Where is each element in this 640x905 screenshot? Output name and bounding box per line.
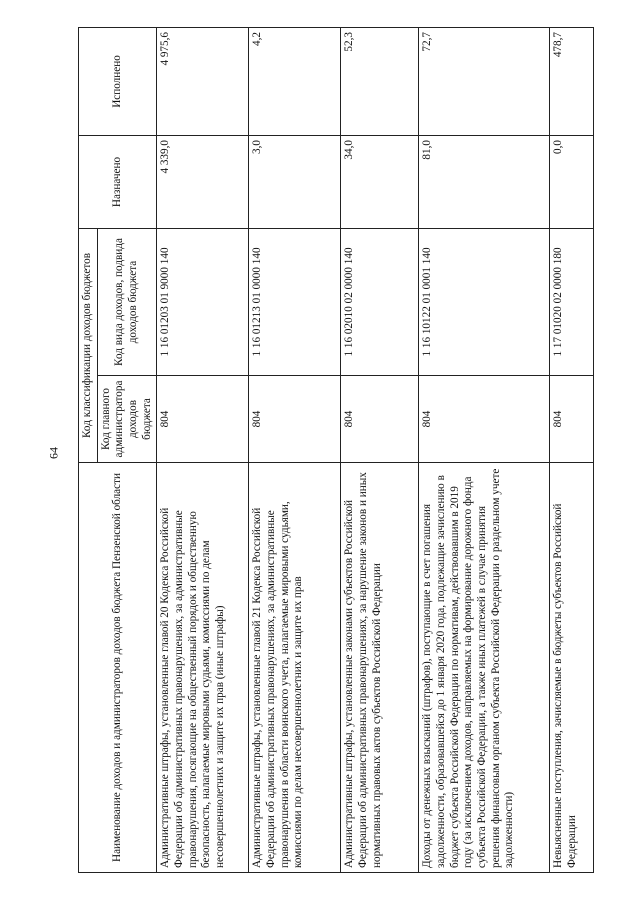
row-admin-code: 804 — [419, 376, 550, 463]
row-admin-code: 804 — [249, 376, 341, 463]
row-income-code: 1 16 10122 01 0001 140 — [419, 228, 550, 375]
row-admin-code: 804 — [550, 376, 594, 463]
row-income-code: 1 16 01213 01 0000 140 — [249, 228, 341, 375]
page-number: 64 — [46, 447, 61, 459]
row-assigned: 0,0 — [550, 135, 594, 228]
table-row — [341, 27, 419, 872]
row-admin-code: 804 — [341, 376, 419, 463]
header-income-code: Код вида доходов, подвида доходов бюджета — [97, 228, 157, 375]
row-assigned: 4 339,0 — [157, 135, 249, 228]
header-name: Наименование доходов и администраторов доходов бюджета Пензенской области — [79, 463, 157, 873]
header-executed: Исполнено — [79, 27, 157, 135]
header-assigned: Назначено — [79, 135, 157, 228]
row-assigned: 81,0 — [419, 135, 550, 228]
rotated-table-container — [78, 28, 578, 873]
row-executed: 52,3 — [341, 27, 419, 135]
table-row — [419, 27, 550, 872]
row-executed: 72,7 — [419, 27, 550, 135]
row-income-code: 1 16 02010 02 0000 140 — [341, 228, 419, 375]
row-admin-code: 804 — [157, 376, 249, 463]
row-income-code: 1 17 01020 02 0000 180 — [550, 228, 594, 375]
table-row — [157, 27, 249, 872]
row-assigned: 34,0 — [341, 135, 419, 228]
row-executed: 4 975,6 — [157, 27, 249, 135]
row-executed: 478,7 — [550, 27, 594, 135]
row-executed: 4,2 — [249, 27, 341, 135]
row-assigned: 3,0 — [249, 135, 341, 228]
row-income-code: 1 16 01203 01 9000 140 — [157, 228, 249, 375]
income-table — [78, 27, 594, 873]
row-name: Невыясненные поступления, зачисляемые в бюджеты субъектов Российской Федерации — [550, 463, 594, 873]
row-name: Административные штрафы, установленные главой 20 Кодекса Российской Федерации об административных правонарушениях, за административные правонарушения, посягающие на общественный порядок и общественную безопасность, налагаемые мировыми судьями, комиссиями по делам несовершеннолетних и защите их прав (иные штрафы) — [157, 463, 249, 873]
row-name: Доходы от денежных взысканий (штрафов), поступающие в счет погашения задолженности, образовавшейся до 1 января 2020 года, подлежащие зачислению в бюджет субъекта Российской Федерации по нормативам, действовавшим в 2019 году (за исключением доходов, направляемых на формирование дорожного фонда субъекта Российской Федерации, а также иных платежей в случае принятия решения финансовым органом субъекта Российской Федерации о раздельном учете задолженности) — [419, 463, 550, 873]
row-name: Административные штрафы, установленные законами субъектов Российской Федерации об административных правонарушениях, за нарушение законов и иных нормативных правовых актов субъектов Российской Федерации — [341, 463, 419, 873]
header-code-group: Код классификации доходов бюджетов — [79, 228, 98, 462]
table-row — [249, 27, 341, 872]
header-admin-code: Код главного администратора доходов бюджета — [97, 376, 157, 463]
table-row — [550, 27, 594, 872]
row-name: Административные штрафы, установленные главой 21 Кодекса Российской Федерации об административных правонарушениях, за административные правонарушения в области воинского учета, налагаемые мировыми судьями, комиссиями по делам несовершеннолетних и защите их прав — [249, 463, 341, 873]
